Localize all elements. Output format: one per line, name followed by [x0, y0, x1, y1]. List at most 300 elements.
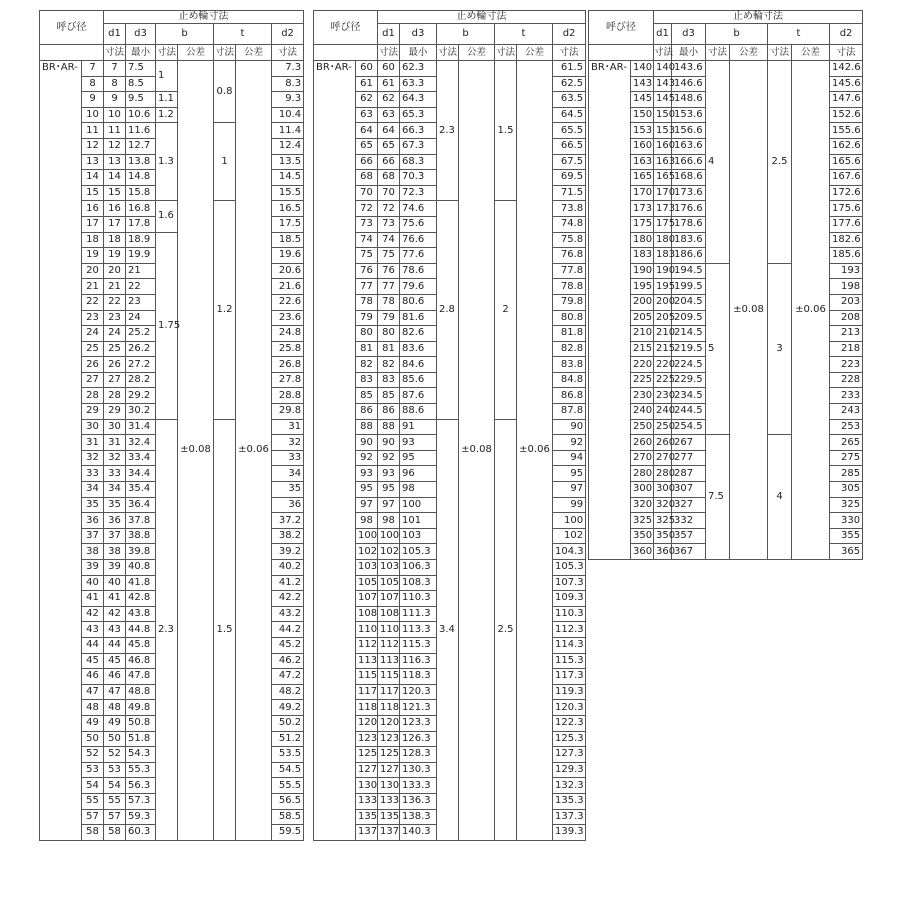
nominal-size: 21	[82, 279, 104, 295]
d3-min: 79.6	[400, 279, 437, 295]
nominal-size: 40	[82, 575, 104, 591]
b-header: b	[706, 24, 768, 45]
d3-min: 186.6	[672, 248, 706, 264]
d3-min: 130.3	[400, 762, 437, 778]
d3-min: 7.5	[126, 61, 156, 77]
d3-min: 287	[672, 466, 706, 482]
d1-size: 64	[378, 123, 400, 139]
d1-size: 125	[378, 747, 400, 763]
d2-header: d2	[553, 24, 586, 45]
d1-size: 85	[378, 388, 400, 404]
d2-size: 31	[272, 419, 304, 435]
d1-size: 12	[104, 138, 126, 154]
d1-size-label: 寸法	[378, 45, 400, 61]
d1-size: 7	[104, 61, 126, 77]
d2-size: 275	[830, 450, 863, 466]
d2-size: 117.3	[553, 669, 586, 685]
d2-size: 165.6	[830, 154, 863, 170]
nominal-size: 95	[356, 482, 378, 498]
nominal-size: 115	[356, 669, 378, 685]
d2-size: 22.6	[272, 294, 304, 310]
d2-size: 120.3	[553, 700, 586, 716]
d3-min: 13.8	[126, 154, 156, 170]
d2-size: 135.3	[553, 793, 586, 809]
d2-size: 105.3	[553, 560, 586, 576]
d3-min: 68.3	[400, 154, 437, 170]
nominal-size: 137	[356, 825, 378, 841]
d2-size: 13.5	[272, 154, 304, 170]
nominal-size: 66	[356, 154, 378, 170]
d3-min: 64.3	[400, 92, 437, 108]
d2-size: 9.3	[272, 92, 304, 108]
d2-size: 100	[553, 513, 586, 529]
d2-size: 51.2	[272, 731, 304, 747]
d1-size: 20	[104, 263, 126, 279]
nominal-size: 43	[82, 622, 104, 638]
nominal-size: 55	[82, 793, 104, 809]
d1-size: 280	[654, 466, 672, 482]
nominal-size: 38	[82, 544, 104, 560]
d3-min: 128.3	[400, 747, 437, 763]
series-prefix: BR･AR-	[314, 61, 356, 841]
nominal-size: 34	[82, 482, 104, 498]
t-size-label: 寸法	[214, 45, 236, 61]
d3-min: 62.3	[400, 61, 437, 77]
d3-min: 12.7	[126, 138, 156, 154]
d3-min: 87.6	[400, 388, 437, 404]
d3-min: 103	[400, 528, 437, 544]
nominal-size: 79	[356, 310, 378, 326]
nominal-size: 11	[82, 123, 104, 139]
d2-size: 15.5	[272, 185, 304, 201]
nominal-size: 183	[631, 248, 654, 264]
d3-min: 11.6	[126, 123, 156, 139]
d1-size: 48	[104, 700, 126, 716]
d2-size: 38.2	[272, 528, 304, 544]
d3-min: 42.8	[126, 591, 156, 607]
d3-min: 36.4	[126, 497, 156, 513]
d2-size: 86.8	[553, 388, 586, 404]
d3-min: 168.6	[672, 170, 706, 186]
nominal-size: 49	[82, 715, 104, 731]
nominal-size: 28	[82, 388, 104, 404]
d1-size: 90	[378, 435, 400, 451]
d3-min: 39.8	[126, 544, 156, 560]
d1-size: 11	[104, 123, 126, 139]
nominal-size: 93	[356, 466, 378, 482]
d1-size: 25	[104, 341, 126, 357]
d3-min: 21	[126, 263, 156, 279]
d2-size: 8.3	[272, 76, 304, 92]
nominal-size: 50	[82, 731, 104, 747]
d2-size: 69.5	[553, 170, 586, 186]
series-prefix: BR･AR-	[589, 61, 631, 560]
d3-min: 146.6	[672, 76, 706, 92]
d3-min: 34.4	[126, 466, 156, 482]
nominal-size: 85	[356, 388, 378, 404]
nominal-size: 300	[631, 482, 654, 498]
d3-min: 254.5	[672, 419, 706, 435]
d3-min: 23	[126, 294, 156, 310]
nominal-size: 143	[631, 76, 654, 92]
d3-min: 95	[400, 450, 437, 466]
d1-size: 360	[654, 544, 672, 560]
d3-min: 173.6	[672, 185, 706, 201]
d1-size: 270	[654, 450, 672, 466]
d3-min: 133.3	[400, 778, 437, 794]
d3-min: 82.6	[400, 326, 437, 342]
t-size-label: 寸法	[768, 45, 792, 61]
d1-size: 9	[104, 92, 126, 108]
d2-size: 125.3	[553, 731, 586, 747]
d2-size: 62.5	[553, 76, 586, 92]
nominal-size: 13	[82, 154, 104, 170]
d3-min: 91	[400, 419, 437, 435]
nominal-size: 260	[631, 435, 654, 451]
d3-min: 67.3	[400, 138, 437, 154]
series-prefix: BR･AR-	[40, 61, 82, 841]
t-size: 4	[768, 435, 792, 560]
nominal-size: 90	[356, 435, 378, 451]
nominal-size: 81	[356, 341, 378, 357]
d2-size: 233	[830, 388, 863, 404]
d2-size: 185.6	[830, 248, 863, 264]
d1-size: 180	[654, 232, 672, 248]
d1-size: 47	[104, 684, 126, 700]
d2-size: 20.6	[272, 263, 304, 279]
d1-size: 95	[378, 482, 400, 498]
d3-min: 176.6	[672, 201, 706, 217]
d1-size: 123	[378, 731, 400, 747]
d3-header: d3	[672, 24, 706, 45]
t-size-label: 寸法	[495, 45, 517, 61]
d3-min: 51.8	[126, 731, 156, 747]
b-tolerance: ±0.08	[730, 61, 768, 560]
d2-size: 61.5	[553, 61, 586, 77]
d3-min: 33.4	[126, 450, 156, 466]
d3-min: 357	[672, 528, 706, 544]
d3-min: 199.5	[672, 279, 706, 295]
d1-size: 76	[378, 263, 400, 279]
d2-size: 97	[553, 482, 586, 498]
d2-size: 73.8	[553, 201, 586, 217]
d1-size: 43	[104, 622, 126, 638]
d3-min: 84.6	[400, 357, 437, 373]
d2-size: 66.5	[553, 138, 586, 154]
nominal-size: 350	[631, 528, 654, 544]
d2-size: 34	[272, 466, 304, 482]
d2-size: 64.5	[553, 107, 586, 123]
d1-size: 52	[104, 747, 126, 763]
d3-min: 59.3	[126, 809, 156, 825]
d2-size: 102	[553, 528, 586, 544]
d1-size: 22	[104, 294, 126, 310]
t-size: 1.2	[214, 201, 236, 419]
d1-size: 46	[104, 669, 126, 685]
d3-min: 183.6	[672, 232, 706, 248]
d3-min: 60.3	[126, 825, 156, 841]
d3-min: 88.6	[400, 404, 437, 420]
d2-size: 155.6	[830, 123, 863, 139]
d1-size: 29	[104, 404, 126, 420]
nominal-size: 102	[356, 544, 378, 560]
d1-size: 50	[104, 731, 126, 747]
nominal-size: 64	[356, 123, 378, 139]
d2-size: 213	[830, 326, 863, 342]
nominal-size: 44	[82, 637, 104, 653]
d1-size: 153	[654, 123, 672, 139]
d3-min: 55.3	[126, 762, 156, 778]
d3-min: 38.8	[126, 528, 156, 544]
d1-size: 18	[104, 232, 126, 248]
d2-size: 12.4	[272, 138, 304, 154]
t-tolerance-label: 公差	[517, 45, 553, 61]
d3-min: 307	[672, 482, 706, 498]
d3-min: 115.3	[400, 637, 437, 653]
d3-min: 9.5	[126, 92, 156, 108]
d1-size: 65	[378, 138, 400, 154]
d3-min: 178.6	[672, 216, 706, 232]
t-header: t	[214, 24, 272, 45]
d3-min: 65.3	[400, 107, 437, 123]
d2-size: 94	[553, 450, 586, 466]
d3-min: 234.5	[672, 388, 706, 404]
nominal-size: 15	[82, 185, 104, 201]
d1-size: 112	[378, 637, 400, 653]
d2-size: 167.6	[830, 170, 863, 186]
d3-min: 209.5	[672, 310, 706, 326]
d2-size: 76.8	[553, 248, 586, 264]
d2-size: 104.3	[553, 544, 586, 560]
d3-min: 78.6	[400, 263, 437, 279]
nominal-size: 42	[82, 606, 104, 622]
d3-min: 28.2	[126, 372, 156, 388]
d3-min: 30.2	[126, 404, 156, 420]
b-tolerance: ±0.08	[178, 61, 214, 841]
d2-size: 19.6	[272, 248, 304, 264]
d3-header: d3	[400, 24, 437, 45]
d1-size: 15	[104, 185, 126, 201]
d3-header: d3	[126, 24, 156, 45]
d3-min: 219.5	[672, 341, 706, 357]
d1-header: d1	[654, 24, 672, 45]
t-size: 2.5	[768, 61, 792, 264]
d1-size: 55	[104, 793, 126, 809]
b-header: b	[156, 24, 214, 45]
d1-size: 117	[378, 684, 400, 700]
t-tolerance: ±0.06	[517, 61, 553, 841]
d3-min: 85.6	[400, 372, 437, 388]
nominal-size: 20	[82, 263, 104, 279]
d1-size: 175	[654, 216, 672, 232]
d1-size: 143	[654, 76, 672, 92]
d3-min: 45.8	[126, 637, 156, 653]
d3-min-label: 最小	[126, 45, 156, 61]
d3-min: 98	[400, 482, 437, 498]
d3-min: 106.3	[400, 560, 437, 576]
d2-size: 65.5	[553, 123, 586, 139]
nominal-header: 呼び径	[314, 11, 378, 45]
d3-min: 31.4	[126, 419, 156, 435]
d3-min: 163.6	[672, 138, 706, 154]
nominal-size: 33	[82, 466, 104, 482]
d1-size: 118	[378, 700, 400, 716]
nominal-size: 150	[631, 107, 654, 123]
d3-min: 27.2	[126, 357, 156, 373]
d2-header: d2	[272, 24, 304, 45]
d1-size: 30	[104, 419, 126, 435]
nominal-size: 125	[356, 747, 378, 763]
d3-min: 56.3	[126, 778, 156, 794]
d3-min: 229.5	[672, 372, 706, 388]
d1-size: 83	[378, 372, 400, 388]
d2-size: 47.2	[272, 669, 304, 685]
d3-min: 16.8	[126, 201, 156, 217]
nominal-size: 280	[631, 466, 654, 482]
nominal-size: 25	[82, 341, 104, 357]
b-size-label: 寸法	[156, 45, 178, 61]
d3-min: 66.3	[400, 123, 437, 139]
nominal-size: 110	[356, 622, 378, 638]
nominal-size: 7	[82, 61, 104, 77]
d1-size: 68	[378, 170, 400, 186]
d2-size: 90	[553, 419, 586, 435]
d2-size: 49.2	[272, 700, 304, 716]
d1-size: 61	[378, 76, 400, 92]
d3-min: 18.9	[126, 232, 156, 248]
nominal-size: 68	[356, 170, 378, 186]
d2-size: 37.2	[272, 513, 304, 529]
d2-size: 56.5	[272, 793, 304, 809]
t-size: 1	[214, 123, 236, 201]
d2-size: 78.8	[553, 279, 586, 295]
nominal-size: 360	[631, 544, 654, 560]
d1-size: 88	[378, 419, 400, 435]
d2-size: 127.3	[553, 747, 586, 763]
d3-min: 37.8	[126, 513, 156, 529]
t-header: t	[768, 24, 830, 45]
nominal-size: 18	[82, 232, 104, 248]
nominal-size: 27	[82, 372, 104, 388]
d1-size: 205	[654, 310, 672, 326]
d1-size: 230	[654, 388, 672, 404]
dimension-table-3	[588, 10, 863, 560]
d3-min: 277	[672, 450, 706, 466]
d3-min: 113.3	[400, 622, 437, 638]
d1-size: 79	[378, 310, 400, 326]
d2-size: 10.4	[272, 107, 304, 123]
nominal-size: 78	[356, 294, 378, 310]
nominal-size: 23	[82, 310, 104, 326]
d3-min: 35.4	[126, 482, 156, 498]
nominal-size: 113	[356, 653, 378, 669]
nominal-size: 54	[82, 778, 104, 794]
nominal-size: 47	[82, 684, 104, 700]
d2-size: 77.8	[553, 263, 586, 279]
d2-size: 325	[830, 497, 863, 513]
nominal-size: 29	[82, 404, 104, 420]
d1-size: 62	[378, 92, 400, 108]
nominal-size: 22	[82, 294, 104, 310]
d2-size: 114.3	[553, 637, 586, 653]
nominal-size: 108	[356, 606, 378, 622]
d2-size: 71.5	[553, 185, 586, 201]
d2-size: 63.5	[553, 92, 586, 108]
d2-size: 45.2	[272, 637, 304, 653]
d3-min: 15.8	[126, 185, 156, 201]
d2-size: 48.2	[272, 684, 304, 700]
nominal-size: 190	[631, 263, 654, 279]
d3-min: 29.2	[126, 388, 156, 404]
nominal-size: 35	[82, 497, 104, 513]
d1-size: 215	[654, 341, 672, 357]
b-size-label: 寸法	[437, 45, 459, 61]
d2-size: 26.8	[272, 357, 304, 373]
d1-size: 225	[654, 372, 672, 388]
nominal-size: 63	[356, 107, 378, 123]
d1-size: 16	[104, 201, 126, 217]
d2-size: 83.8	[553, 357, 586, 373]
d2-size: 203	[830, 294, 863, 310]
d1-size: 36	[104, 513, 126, 529]
d2-size: 11.4	[272, 123, 304, 139]
d1-size: 240	[654, 404, 672, 420]
b-size: 1.75	[156, 232, 178, 419]
nominal-size: 145	[631, 92, 654, 108]
d3-min: 32.4	[126, 435, 156, 451]
nominal-size: 215	[631, 341, 654, 357]
table-row	[589, 61, 863, 77]
d1-size: 98	[378, 513, 400, 529]
b-tolerance: ±0.08	[459, 61, 495, 841]
d3-min: 110.3	[400, 591, 437, 607]
d1-size: 57	[104, 809, 126, 825]
nominal-size: 240	[631, 404, 654, 420]
d1-size: 40	[104, 575, 126, 591]
b-size: 2.3	[156, 419, 178, 840]
d3-min: 327	[672, 497, 706, 513]
d2-size-label: 寸法	[553, 45, 586, 61]
nominal-size: 74	[356, 232, 378, 248]
nominal-size: 135	[356, 809, 378, 825]
d1-size: 81	[378, 341, 400, 357]
d2-size: 75.8	[553, 232, 586, 248]
b-size: 1	[156, 61, 178, 92]
d1-size: 145	[654, 92, 672, 108]
d2-size: 223	[830, 357, 863, 373]
d2-size: 182.6	[830, 232, 863, 248]
d3-min: 24	[126, 310, 156, 326]
d2-size: 218	[830, 341, 863, 357]
nominal-size: 118	[356, 700, 378, 716]
d3-min: 70.3	[400, 170, 437, 186]
nominal-size: 16	[82, 201, 104, 217]
d2-size: 92	[553, 435, 586, 451]
nominal-size: 46	[82, 669, 104, 685]
nominal-size: 36	[82, 513, 104, 529]
d2-size: 14.5	[272, 170, 304, 186]
d3-min: 80.6	[400, 294, 437, 310]
t-tolerance: ±0.06	[236, 61, 272, 841]
nominal-size: 320	[631, 497, 654, 513]
nominal-size: 88	[356, 419, 378, 435]
d1-size: 127	[378, 762, 400, 778]
d1-size: 17	[104, 216, 126, 232]
nominal-size: 160	[631, 138, 654, 154]
d2-size: 16.5	[272, 201, 304, 217]
table-row	[314, 61, 586, 77]
d2-size: 58.5	[272, 809, 304, 825]
